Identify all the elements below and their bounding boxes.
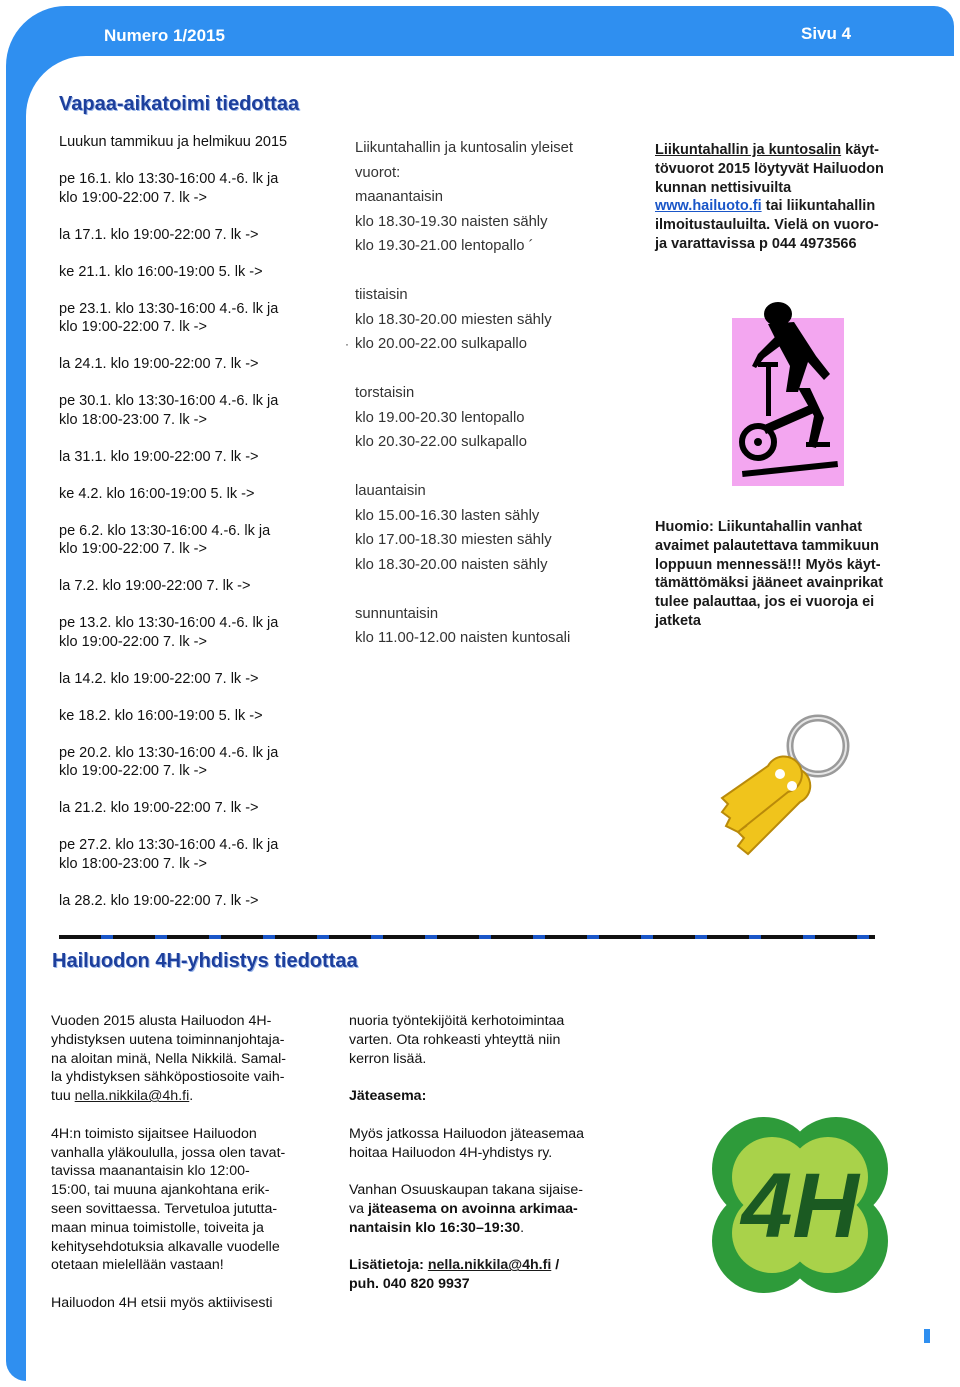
divider-segment: [599, 935, 641, 939]
hall-day-block: [355, 185, 625, 259]
hall-slot: klo 11.00-12.00 naisten kuntosali: [355, 630, 571, 646]
logo-text: 4H: [741, 1155, 859, 1257]
notice-line: loppuun mennessä!!! Myös käyt-: [655, 556, 881, 573]
divider-segment: [221, 935, 263, 939]
hailuoto-link[interactable]: www.hailuoto.fi: [655, 198, 762, 215]
text-line: va: [349, 1200, 368, 1217]
schedule-line: pe 6.2. klo 13:30-16:00 4.-6. lk ja: [59, 522, 271, 539]
schedule-line: pe 27.2. klo 13:30-16:00 4.-6. lk ja: [59, 837, 279, 853]
schedule-line: klo 18:00-23:00 7. lk ->: [59, 855, 207, 872]
divider-segment: [695, 935, 707, 939]
divider-segment: [329, 935, 371, 939]
schedule-line: klo 19:00-22:00 7. lk ->: [59, 319, 207, 335]
text-line: 4H:n toimisto sijaitsee Hailuodon: [51, 1125, 257, 1142]
notice-text: ja varattavissa p 044 4973566: [655, 235, 857, 252]
schedule-intro: Luukun tammikuu ja helmikuu 2015: [59, 134, 288, 150]
hall-day-block: [355, 602, 625, 651]
divider-segment: [749, 935, 761, 939]
text-line: nuoria työntekijöitä kerhotoimintaa: [349, 1013, 565, 1029]
keys-icon: [708, 708, 858, 858]
luukku-schedule: [59, 133, 339, 929]
schedule-entry: [59, 448, 339, 467]
schedule-entry: [59, 392, 339, 429]
hall-day-block: [355, 381, 625, 455]
schedule-line: klo 19:00-22:00 7. lk ->: [59, 633, 207, 650]
schedule-entry: [59, 836, 339, 873]
page-number: Sivu 4: [801, 24, 852, 43]
notice-line: avaimet palautettava tammikuun: [655, 537, 880, 554]
notice-text: käyt-: [841, 142, 879, 158]
divider-segment: [479, 935, 491, 939]
hall-slot: klo 18.30-20.00 naisten sähly: [355, 556, 548, 573]
schedule-line: pe 20.2. klo 13:30-16:00 4.-6. lk ja: [59, 744, 279, 761]
divider-segment: [167, 935, 209, 939]
divider-segment: [101, 935, 113, 939]
contact-phone: puh. 040 820 9937: [349, 1276, 470, 1293]
schedule-entry: [59, 522, 339, 559]
4h-right-paragraph-2: [349, 1125, 639, 1163]
schedule-entry: [59, 226, 339, 245]
schedule-line: klo 18:00-23:00 7. lk ->: [59, 411, 207, 428]
schedule-line: klo 19:00-22:00 7. lk ->: [59, 541, 207, 557]
hall-slot: klo 15.00-16.30 lasten sähly: [355, 507, 540, 524]
stray-mark: ·: [345, 337, 349, 351]
schedule-entry: [59, 614, 339, 651]
schedule-line: ke 18.2. klo 16:00-19:00 5. lk ->: [59, 707, 263, 724]
exercise-bike-icon: [728, 296, 848, 488]
notice-line: tulee palauttaa, jos ei vuoroja ei: [655, 594, 875, 611]
4h-left-column: [51, 1012, 336, 1332]
notice-line: tämättömäksi jääneet avainprikat: [655, 575, 884, 592]
schedule-entry: [59, 670, 339, 689]
schedule-entry: [59, 744, 339, 781]
text-line: 15:00, tai muuna ajankohtana erik-: [51, 1182, 270, 1199]
text-line: varten. Ota rohkeasti yhteyttä niin: [349, 1031, 561, 1048]
hall-day-name: torstaisin: [355, 385, 415, 401]
notice-line: jatketa: [655, 612, 701, 629]
text-line: tavissa maanantaisin klo 12:00-: [51, 1163, 250, 1180]
section-title-vapaa-aikatoimi: Vapaa-aikatoimi tiedottaa: [59, 93, 300, 115]
schedule-line: ke 21.1. klo 16:00-19:00 5. lk ->: [59, 263, 263, 280]
schedule-line: klo 19:00-22:00 7. lk ->: [59, 763, 207, 779]
divider-segment: [707, 935, 749, 939]
text-line: yhdistyksen uutena toiminnanjohtaja-: [51, 1031, 285, 1048]
text-line: seen sovittaessa. Tervetuloa jututta-: [51, 1200, 278, 1217]
section-divider: [59, 935, 875, 939]
notice-text: ilmoitustauluilta. Vielä on vuoro-: [655, 217, 879, 234]
issue-number: Numero 1/2015: [104, 26, 225, 45]
hall-day-name: sunnuntaisin: [355, 605, 439, 622]
divider-segment: [803, 935, 815, 939]
schedule-line: klo 19:00-22:00 7. lk ->: [59, 189, 207, 206]
schedule-line: la 24.1. klo 19:00-22:00 7. lk ->: [59, 356, 259, 372]
text-line: /: [551, 1257, 560, 1274]
divider-segment: [383, 935, 425, 939]
hall-slot: klo 19.30-21.00 lentopallo ´: [355, 238, 534, 254]
schedule-line: la 14.2. klo 19:00-22:00 7. lk ->: [59, 670, 259, 687]
keys-notice-lines: [655, 518, 925, 631]
text-line: la yhdistyksen sähköpostiosoite vaih-: [51, 1069, 285, 1086]
text-bold: nantaisin klo 16:30–19:30: [349, 1219, 521, 1236]
corner-mark: [924, 1329, 930, 1343]
divider-segment: [587, 935, 599, 939]
text-line: kehitysehdotuksia alkavalle vuodelle: [51, 1238, 280, 1255]
contact-label: Lisätietoja:: [349, 1257, 428, 1274]
hall-slot: klo 20.00-22.00 sulkapallo: [355, 336, 527, 352]
4h-right-paragraph-1: [349, 1012, 639, 1068]
notice-text: tai liikuntahallin: [761, 198, 876, 215]
hall-intro-line: vuorot:: [355, 164, 401, 181]
schedule-entry: [59, 263, 339, 282]
text-bold: jäteasema on avoinna arkimaa-: [367, 1200, 578, 1217]
4h-paragraph-1: [51, 1012, 336, 1106]
hall-slot: klo 18.30-19.30 naisten sähly: [355, 213, 548, 230]
schedule-entry: [59, 300, 339, 337]
notice-text: kunnan nettisivuilta: [655, 179, 792, 196]
4h-clover-logo-icon: [700, 1105, 900, 1305]
keys-notice: [655, 518, 925, 631]
text-line: otetaan mielellään vastaan!: [51, 1257, 224, 1274]
text-line: .: [189, 1088, 194, 1105]
section-title-4h: Hailuodon 4H-yhdistys tiedottaa: [52, 950, 358, 972]
schedule-entry: [59, 355, 339, 374]
text-line: kerron lisää.: [349, 1050, 427, 1067]
schedule-line: pe 23.1. klo 13:30-16:00 4.-6. lk ja: [59, 300, 279, 317]
hall-slot: klo 20.30-22.00 sulkapallo: [355, 434, 527, 450]
schedule-entry: [59, 892, 339, 911]
divider-segment: [653, 935, 695, 939]
text-line: Myös jatkossa Hailuodon jäteasemaa: [349, 1125, 585, 1142]
notice-text: tövuorot 2015 löytyvät Hailuodon: [655, 160, 884, 177]
divider-segment: [491, 935, 533, 939]
schedule-line: la 31.1. klo 19:00-22:00 7. lk ->: [59, 448, 259, 465]
hall-slot: klo 18.30-20.00 miesten sähly: [355, 311, 552, 328]
hall-days: [355, 185, 625, 651]
divider-segment: [857, 935, 869, 939]
hall-day-name: tiistaisin: [355, 287, 408, 303]
schedule-line: pe 16.1. klo 13:30-16:00 4.-6. lk ja: [59, 171, 279, 187]
schedule-entry: [59, 707, 339, 726]
notice-line: Huomio: Liikuntahallin vanhat: [655, 519, 863, 535]
hall-slot: klo 19.00-20.30 lentopallo: [355, 409, 525, 426]
divider-segment: [425, 935, 437, 939]
divider-segment: [59, 935, 101, 939]
text-line: Vuoden 2015 alusta Hailuodon 4H-: [51, 1013, 272, 1029]
schedule-line: ke 4.2. klo 16:00-19:00 5. lk ->: [59, 485, 255, 502]
text-line: na aloitan minä, Nella Nikkilä. Samal-: [51, 1050, 286, 1067]
hall-intro: [355, 136, 625, 185]
schedule-entry: [59, 485, 339, 504]
hall-schedule: [355, 136, 625, 675]
divider-segment: [641, 935, 653, 939]
hall-day-name: maanantaisin: [355, 189, 444, 205]
hall-notice: [655, 141, 925, 254]
4h-paragraph-3: Hailuodon 4H etsii myös aktiivisesti: [51, 1294, 273, 1311]
hall-slot: klo 17.00-18.30 miesten sähly: [355, 532, 552, 548]
divider-segment: [275, 935, 317, 939]
schedule-entry: [59, 170, 339, 207]
divider-segment: [533, 935, 545, 939]
contact-email-link[interactable]: nella.nikkila@4h.fi: [427, 1257, 552, 1274]
contact-info: [349, 1256, 639, 1294]
4h-paragraph-2: [51, 1125, 336, 1275]
schedule-line: pe 30.1. klo 13:30-16:00 4.-6. lk ja: [59, 393, 279, 409]
divider-segment: [869, 935, 875, 939]
hall-day-block: [355, 479, 625, 577]
divider-segment: [761, 935, 803, 939]
divider-segment: [815, 935, 857, 939]
divider-segment: [317, 935, 329, 939]
hall-intro-line: Liikuntahallin ja kuntosalin yleiset: [355, 140, 573, 156]
divider-segment: [113, 935, 155, 939]
divider-segment: [371, 935, 383, 939]
divider-segment: [545, 935, 587, 939]
divider-segment: [209, 935, 221, 939]
email-link[interactable]: nella.nikkila@4h.fi: [74, 1088, 190, 1105]
hall-day-name: lauantaisin: [355, 483, 426, 499]
schedule-line: la 28.2. klo 19:00-22:00 7. lk ->: [59, 892, 259, 909]
schedule-line: la 21.2. klo 19:00-22:00 7. lk ->: [59, 800, 259, 816]
schedule-line: pe 13.2. klo 13:30-16:00 4.-6. lk ja: [59, 615, 279, 631]
text-line: Vanhan Osuuskaupan takana sijaise-: [349, 1182, 583, 1199]
jateasema-heading: Jäteasema:: [349, 1088, 427, 1105]
text-line: vanhalla yläkoululla, jossa olen tavat-: [51, 1144, 286, 1161]
text-line: tuu: [51, 1088, 75, 1105]
text-line: hoitaa Hailuodon 4H-yhdistys ry.: [349, 1144, 553, 1161]
divider-segment: [155, 935, 167, 939]
schedule-entry: [59, 577, 339, 596]
schedule-entry: [59, 799, 339, 818]
text-line: maan minua toimistolle, toiveita ja: [51, 1219, 264, 1236]
divider-segment: [263, 935, 275, 939]
4h-right-column: [349, 1012, 639, 1313]
schedule-line: la 17.1. klo 19:00-22:00 7. lk ->: [59, 226, 259, 243]
text-line: .: [520, 1219, 525, 1236]
schedule-line: la 7.2. klo 19:00-22:00 7. lk ->: [59, 578, 251, 594]
divider-segment: [437, 935, 479, 939]
schedule-list: [59, 170, 339, 910]
jateasema-hours: [349, 1181, 639, 1237]
notice-underlined: Liikuntahallin ja kuntosalin: [655, 142, 842, 158]
hall-day-block: [355, 283, 625, 357]
